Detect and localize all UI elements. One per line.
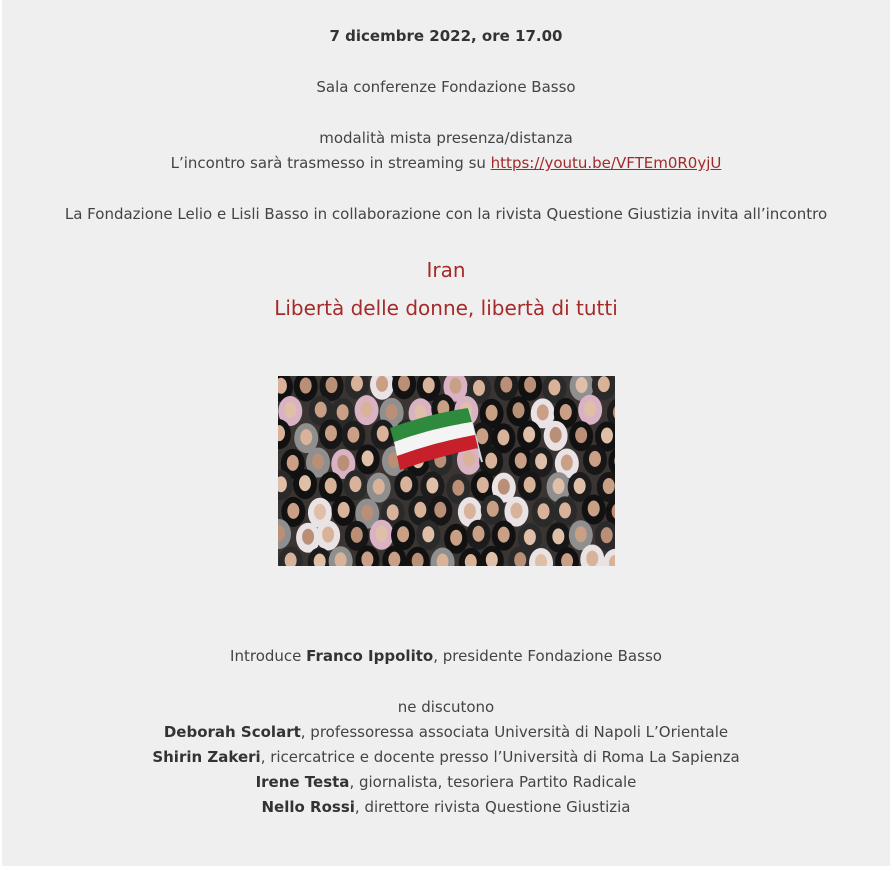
- face-shape: [422, 526, 434, 542]
- streaming-line: [2, 153, 890, 173]
- face-shape: [588, 500, 600, 516]
- face-shape: [589, 451, 601, 467]
- face-shape: [485, 453, 497, 469]
- face-shape: [376, 376, 388, 392]
- event-venue: Sala conferenze Fondazione Basso: [316, 78, 576, 96]
- face-shape: [361, 401, 373, 417]
- invitation-text: La Fondazione Lelio e Lisli Basso in collaborazione con la rivista Questione Giustizia invita all’incontro: [64, 205, 828, 223]
- face-shape: [325, 425, 337, 441]
- face-shape: [337, 455, 349, 471]
- face-shape: [386, 404, 398, 420]
- face-shape: [423, 377, 435, 393]
- intro-prefix: Introduce: [230, 647, 307, 665]
- face-shape: [524, 477, 536, 493]
- face-shape: [498, 479, 510, 495]
- face-shape: [373, 479, 385, 495]
- speaker-role: , direttore rivista Questione Giustizia: [354, 798, 631, 816]
- speaker-line: [2, 797, 890, 817]
- face-shape: [302, 529, 314, 545]
- face-shape: [535, 453, 547, 469]
- face-shape: [312, 454, 324, 470]
- speaker-name: Shirin Zakeri: [152, 748, 261, 766]
- face-shape: [322, 527, 334, 543]
- face-shape: [603, 478, 615, 494]
- face-shape: [498, 527, 510, 543]
- face-shape: [299, 475, 311, 491]
- face-shape: [510, 503, 522, 519]
- discussion-label: ne discutono: [397, 698, 495, 716]
- face-shape: [584, 401, 596, 417]
- crowd-photo-with-iranian-flag: [278, 376, 615, 566]
- face-shape: [398, 376, 410, 391]
- face-shape: [351, 527, 363, 543]
- face-shape: [537, 404, 549, 420]
- face-shape: [486, 405, 498, 421]
- streaming-prefix: L’incontro sarà trasmesso in streaming su: [170, 154, 491, 172]
- face-shape: [574, 478, 586, 494]
- intro-speaker-role: , presidente Fondazione Basso: [433, 647, 662, 665]
- face-shape: [561, 455, 573, 471]
- face-shape: [553, 478, 565, 494]
- event-date-time: 7 dicembre 2022, ore 17.00: [329, 27, 563, 45]
- event-subtitle: Libertà delle donne, libertà di tutti: [274, 296, 618, 320]
- face-shape: [414, 502, 426, 518]
- face-shape: [576, 377, 588, 393]
- face-shape: [347, 427, 359, 443]
- event-announcement: [2, 0, 890, 866]
- speaker-name: Irene Testa: [255, 773, 350, 791]
- face-shape: [464, 503, 476, 519]
- face-shape: [513, 402, 525, 418]
- face-shape: [601, 527, 613, 543]
- intro-speaker-name: Franco Ippolito: [306, 647, 434, 665]
- face-shape: [560, 404, 572, 420]
- speaker-line: [2, 747, 890, 767]
- speaker-line: [2, 772, 890, 792]
- face-shape: [552, 528, 564, 544]
- face-shape: [351, 376, 363, 391]
- face-shape: [524, 529, 536, 545]
- speaker-role: , giornalista, tesoriera Partito Radicale: [349, 773, 637, 791]
- face-shape: [300, 378, 312, 394]
- face-shape: [315, 402, 327, 418]
- face-shape: [598, 376, 610, 392]
- face-shape: [397, 526, 409, 542]
- face-shape: [362, 450, 374, 466]
- face-shape: [400, 476, 412, 492]
- face-shape: [548, 379, 560, 395]
- speaker-name: Deborah Scolart: [163, 723, 301, 741]
- face-shape: [287, 455, 299, 471]
- face-shape: [463, 451, 475, 467]
- face-shape: [473, 380, 485, 396]
- face-shape: [387, 504, 399, 520]
- face-shape: [337, 404, 349, 420]
- face-shape: [524, 377, 536, 393]
- face-shape: [559, 502, 571, 518]
- face-shape: [452, 480, 464, 496]
- face-shape: [550, 427, 562, 443]
- face-shape: [284, 402, 296, 418]
- face-shape: [523, 427, 535, 443]
- youtube-stream-link[interactable]: https://youtu.be/VFTEm0R0yjU: [490, 154, 722, 172]
- speaker-line: [2, 722, 890, 742]
- face-shape: [538, 503, 550, 519]
- introduction-line: [2, 646, 890, 666]
- event-title-iran: Iran: [426, 258, 466, 282]
- face-shape: [361, 505, 373, 521]
- face-shape: [477, 477, 489, 493]
- speaker-name: Nello Rossi: [261, 798, 355, 816]
- face-shape: [326, 377, 338, 393]
- speaker-role: , professoressa associata Università di Napoli L’Orientale: [300, 723, 729, 741]
- face-shape: [287, 503, 299, 519]
- face-shape: [325, 478, 337, 494]
- face-shape: [377, 426, 389, 442]
- face-shape: [472, 526, 484, 542]
- crowd-photo-illustration: [278, 376, 615, 566]
- face-shape: [515, 453, 527, 469]
- face-shape: [434, 502, 446, 518]
- face-shape: [601, 427, 613, 443]
- face-shape: [476, 428, 488, 444]
- event-mode: modalità mista presenza/distanza: [319, 129, 573, 147]
- face-shape: [314, 504, 326, 520]
- speaker-role: , ricercatrice e docente presso l’Università di Roma La Sapienza: [260, 748, 740, 766]
- face-shape: [450, 378, 462, 394]
- face-shape: [376, 526, 388, 542]
- face-shape: [426, 477, 438, 493]
- face-shape: [450, 530, 462, 546]
- face-shape: [575, 526, 587, 542]
- face-shape: [349, 476, 361, 492]
- face-shape: [487, 501, 499, 517]
- face-shape: [586, 550, 598, 566]
- face-shape: [575, 427, 587, 443]
- face-shape: [300, 429, 312, 445]
- face-shape: [497, 429, 509, 445]
- face-shape: [338, 502, 350, 518]
- face-shape: [500, 377, 512, 393]
